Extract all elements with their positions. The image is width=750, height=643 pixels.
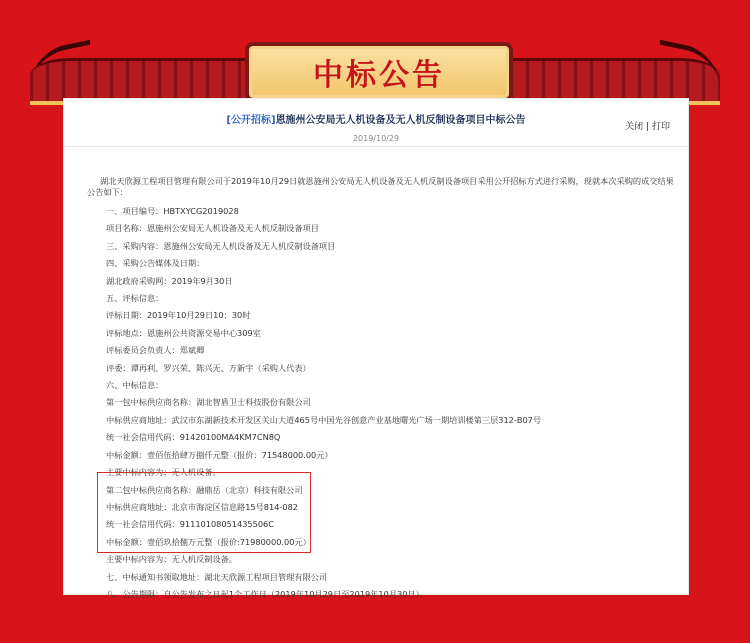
notice-line: 项目名称：恩施州公安局无人机设备及无人机反制设备项目 <box>106 223 319 234</box>
notice-line: 八、公告期限：自公告发布之日起1个工作日（2019年10月29日至2019年10月30日）。 <box>106 588 428 599</box>
notice-line: 第一包中标供应商名称：湖北智盾卫士科技股份有限公司 <box>106 397 311 408</box>
banner-title-plate <box>245 42 513 102</box>
notice-line: 五、评标信息： <box>106 293 164 304</box>
notice-line: 统一社会信用代码：91110108051435506C <box>106 519 274 530</box>
notice-line: 评委：谭再利、罗兴荣、陈兴无、万新宇（采购人代表） <box>106 362 311 373</box>
notice-line: 七、中标通知书领取地址：湖北天欣源工程项目管理有限公司 <box>106 571 328 582</box>
notice-actions <box>625 119 670 132</box>
notice-line: 中标供应商地址：北京市海淀区信息路15号814-082 <box>106 501 299 512</box>
notice-line: 中标金额：壹佰玖拾捌万元整（报价:71980000.00元） <box>106 536 311 547</box>
notice-line: 主要中标内容为：无人机设备。 <box>106 467 221 478</box>
divider <box>64 146 688 147</box>
notice-tag-link[interactable]: [公开招标] <box>226 115 276 126</box>
notice-line: 一、项目编号：HBTXYCG2019028 <box>106 206 239 216</box>
notice-line: 评标地点：恩施州公共资源交易中心309室 <box>106 327 261 338</box>
notice-date: 2019/10/29 <box>352 134 400 143</box>
notice-title <box>64 111 688 126</box>
notice-line: 中标金额：壹佰伍拾肆万捌仟元整（报价：71548000.00元） <box>106 449 333 460</box>
notice-line: 中标供应商地址：武汉市东湖新技术开发区关山大道465号中国光谷创意产业基地曙光广场一期培训楼第三层312-B07号 <box>106 414 542 425</box>
notice-line: 湖北政府采购网：2019年9月30日 <box>106 275 233 286</box>
notice-line: 主要中标内容为：无人机反制设备。 <box>106 554 238 565</box>
notice-line: 六、中标信息： <box>106 380 164 391</box>
highlight-box-package-2 <box>97 472 311 553</box>
notice-line: 评标委员会负责人：郑斌卿 <box>106 345 205 356</box>
close-link[interactable]: 关闭 <box>625 122 644 132</box>
print-link[interactable]: 打印 <box>651 122 670 132</box>
notice-line: 三、采购内容：恩施州公安局无人机设备及无人机反制设备项目 <box>106 240 336 251</box>
notice-line: 评标日期：2019年10月29日10：30时 <box>106 310 251 321</box>
notice-line: 四、采购公告媒体及日期： <box>106 258 205 269</box>
notice-intro: 湖北天欣源工程项目管理有限公司于2019年10月29日就恩施州公安局无人机设备及无人机反制设备项目采用公开招标方式进行采购，现就本次采购的成交结果公告如下： <box>87 176 674 197</box>
notice-title-text: 恩施州公安局无人机设备及无人机反制设备项目中标公告 <box>275 115 526 126</box>
action-separator: | <box>646 122 650 132</box>
banner-title: 中标公告 <box>313 58 445 93</box>
notice-line: 第二包中标供应商名称：融鼎岳（北京）科技有限公司 <box>106 484 303 495</box>
notice-line: 统一社会信用代码：91420100MA4KM7CN8Q <box>106 432 281 443</box>
